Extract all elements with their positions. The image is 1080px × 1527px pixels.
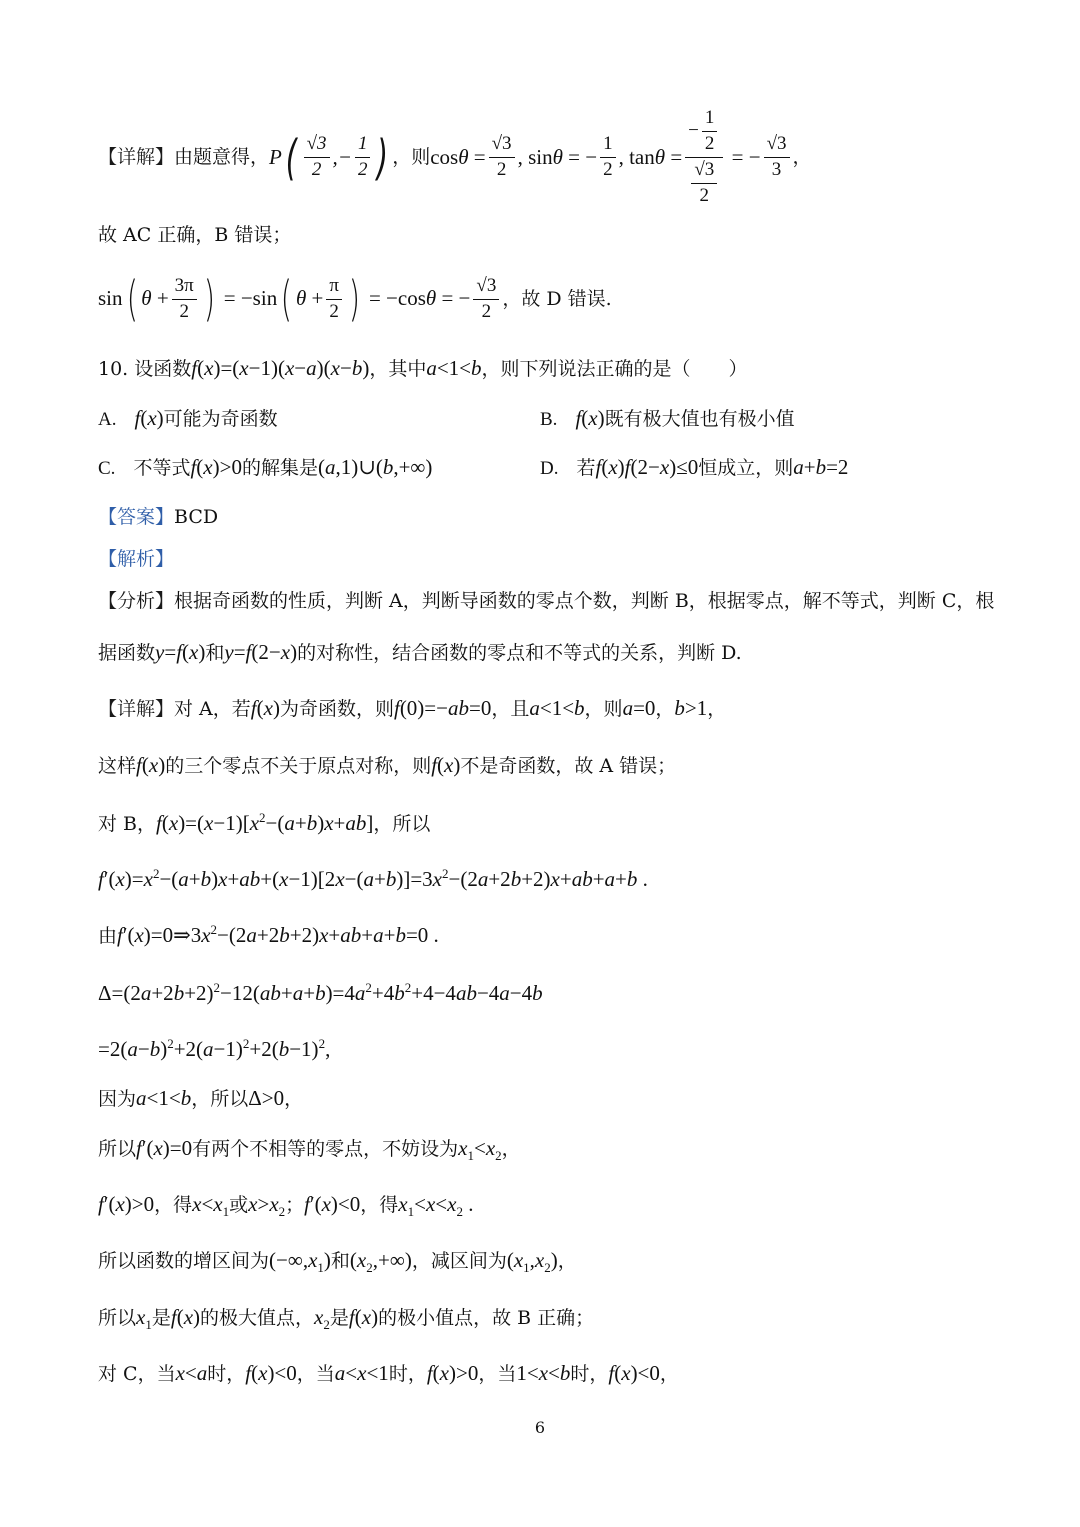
option-b [540,406,795,432]
text: 或 [229,1194,249,1216]
formula: f(0)=−ab=0 [393,696,492,720]
formula-point-p: P ( √3 2 ,− 1 2 ) [269,129,389,186]
option-d [540,455,848,481]
formula: f(x)f(2−x)≤0 [595,455,699,479]
text: 因为 [98,1088,137,1110]
text: 设函数 [134,358,192,380]
text: ， [659,1363,679,1385]
formula: $x<x_1$ [192,1192,230,1220]
text: ，减区间为 [411,1250,507,1272]
detail-b-line-1 [98,810,990,836]
text: 时， [570,1363,609,1385]
formula: a<x<1 [334,1361,389,1385]
text: ， [655,698,675,720]
detail-label: 【详解】 [98,146,175,169]
text: 是 [329,1307,349,1329]
formula: a<1<b [529,696,585,720]
formula-sin-shift: sin ( θ + 3π 2 ) = −sin ( θ + π 2 ) = −cos θ = − √3 2 [98,275,502,323]
text: ，所以 [373,813,431,835]
text: ，得 [360,1194,399,1216]
detail-line-1 [98,100,990,215]
analysis-label: 【解析】 [98,548,175,570]
formula: $x_1<x<x_2$ . [398,1192,474,1220]
formula: 1<x<b [516,1361,571,1385]
formula: f(x) [431,753,461,777]
text: 的极大值点， [200,1307,315,1329]
formula: y=f(2−x) [224,640,298,664]
option-label: D. [540,458,559,479]
text: 的极小值点，故 B 正确； [378,1307,595,1329]
text: 的解集是 [241,457,318,479]
question-number: 10. [98,358,129,380]
formula: f(x) [348,1305,379,1329]
analysis-heading [98,548,990,571]
formula: b>1 [674,696,708,720]
option-label: C. [98,458,116,479]
text: 可能为奇函数 [163,408,278,430]
detail-a-line [98,696,990,721]
formula: x<a [175,1361,208,1385]
analysis-line-2 [98,640,990,665]
text: 恒成立，则 [698,457,794,479]
option-label: B. [540,409,558,430]
formula-derivative: $f'(x)=x^2-(a+b)x+ab+(x-1)[2x-(a+b)]=3x^2-(2a+2b+2)x+ab+a+b$ . [98,866,648,891]
formula: f(x)<0 [245,1361,297,1385]
formula: f(x) [136,753,166,777]
formula: f′(x)=0 [136,1136,193,1160]
breakdown-label: 【分析】 [98,590,175,612]
text: ， [707,698,727,720]
text: ， [557,1250,577,1272]
answer-value: BCD [174,506,219,528]
formula: f(x)>0 [426,1361,479,1385]
detail-b-line-8 [98,1192,990,1220]
option-label: A. [98,409,117,430]
detail-line-3 [98,268,990,330]
text: 时， [207,1363,246,1385]
text: 所以函数的增区间为 [98,1250,270,1272]
text: 和 [330,1250,350,1272]
formula-trig-values: cos θ = √3 2 , sin θ = − 1 2 , tan θ = − 1 2 $\frac{√3}{2}$ = − √3 3 [430,108,792,207]
formula-discriminant-sum: $=2(a-b)^2+2(a-1)^2+2(b-1)^2$, [98,1036,331,1061]
formula: $x_2$ [314,1305,330,1333]
formula: $x>x_2$ [248,1192,286,1220]
formula: $(x_1,x_2)$ [506,1248,558,1276]
text: ，则下列说法正确的是（ ） [481,358,748,380]
answer-label: 【答案】 [98,506,175,528]
text: ，当 [296,1363,335,1385]
formula: f′(x)<0 [304,1192,361,1216]
formula: f(x) [170,1305,201,1329]
text: 既有极大值也有极小值 [604,408,795,430]
detail-b-line-9 [98,1248,990,1276]
text: ，且 [491,698,530,720]
formula: $x_1<x_2$ [458,1136,502,1164]
detail-label: 【详解】 [98,698,175,720]
text: ， [501,1138,521,1160]
text: 的对称性，结合函数的零点和不等式的关系，判断 D. [297,642,742,664]
formula: f(x)=(x−1)(x−a)(x−b) [191,356,370,380]
text: 所以 [98,1307,137,1329]
detail-b-line-6 [98,1086,990,1111]
formula: (a,1)∪(b,+∞) [317,455,433,479]
formula: f(x) [575,406,605,430]
text: 为奇函数，则 [279,698,394,720]
detail-a-line-2 [98,753,990,778]
answer-line [98,506,990,529]
formula-discriminant: $\Delta=(2a+2b+2)^2-12(ab+a+b)=4a^2+4b^2+4-4ab-4a-4b$ [98,980,543,1005]
text: 是 [151,1307,171,1329]
formula: f′(x)>0 [98,1192,155,1216]
detail-b-line-5 [98,1036,990,1062]
detail-b-line-3 [98,922,990,948]
formula: $x_1$ [136,1305,152,1333]
formula: f(x)>0 [190,455,242,479]
formula: $f(x)=(x-1)[x^2-(a+b)x+ab]$ [156,810,374,835]
formula: f(x)<0 [608,1361,660,1385]
formula: y=f(x) [155,640,206,664]
text: 若 [576,457,596,479]
detail-b-line-4 [98,980,990,1006]
formula: a<1<b [136,1086,192,1110]
text: 根据奇函数的性质，判断 A，判断导函数的零点个数，判断 B，根据零点，解不等式，判断 C，根 [174,590,995,612]
page-number: 6 [534,1418,546,1437]
text: ， [792,146,812,169]
formula: a=0 [622,696,656,720]
formula: a+b=2 [793,455,849,479]
detail-b-line-2 [98,866,990,892]
detail-b-line-7 [98,1136,990,1164]
formula: $(-\infty,x_1)$ [269,1248,331,1276]
text: 对 C，当 [98,1363,176,1385]
text: ，得 [154,1194,193,1216]
text: ，则 [392,146,431,169]
formula: Δ>0 [248,1086,285,1110]
text: 有两个不相等的零点，不妨设为 [192,1138,459,1160]
conclusion-ac: 故 AC 正确，B 错误； [98,224,292,246]
text: 对 A，若 [174,698,251,720]
detail-c-line-1 [98,1361,990,1386]
formula: f(x) [134,406,164,430]
formula: $(x_2,+\infty)$ [349,1248,412,1276]
detail-b-line-10 [98,1305,990,1333]
text: 的三个零点不关于原点对称，则 [165,755,432,777]
text: 和 [205,642,225,664]
text: 由题意得， [174,146,270,169]
text: ，当 [478,1363,517,1385]
text: 时， [388,1363,427,1385]
text: 对 B， [98,813,157,835]
text: ， [284,1088,304,1110]
text: 所以 [98,1138,137,1160]
analysis-line-1 [98,590,995,613]
formula: a<1<b [426,356,482,380]
text: ，故 D 错误. [502,287,612,310]
text: 不是奇函数，故 A 错误； [460,755,677,777]
formula: f(x) [250,696,280,720]
text: 由 [98,925,118,947]
text: ，则 [584,698,623,720]
text: ，其中 [369,358,427,380]
formula: $f'(x)=0\Rightarrow 3x^2-(2a+2b+2)x+ab+a+b=0$ . [117,922,439,947]
text: ； [285,1194,305,1216]
question-10-stem [98,356,990,381]
text: 据函数 [98,642,156,664]
text: 不等式 [133,457,191,479]
text: ，所以 [191,1088,249,1110]
text: 这样 [98,755,137,777]
